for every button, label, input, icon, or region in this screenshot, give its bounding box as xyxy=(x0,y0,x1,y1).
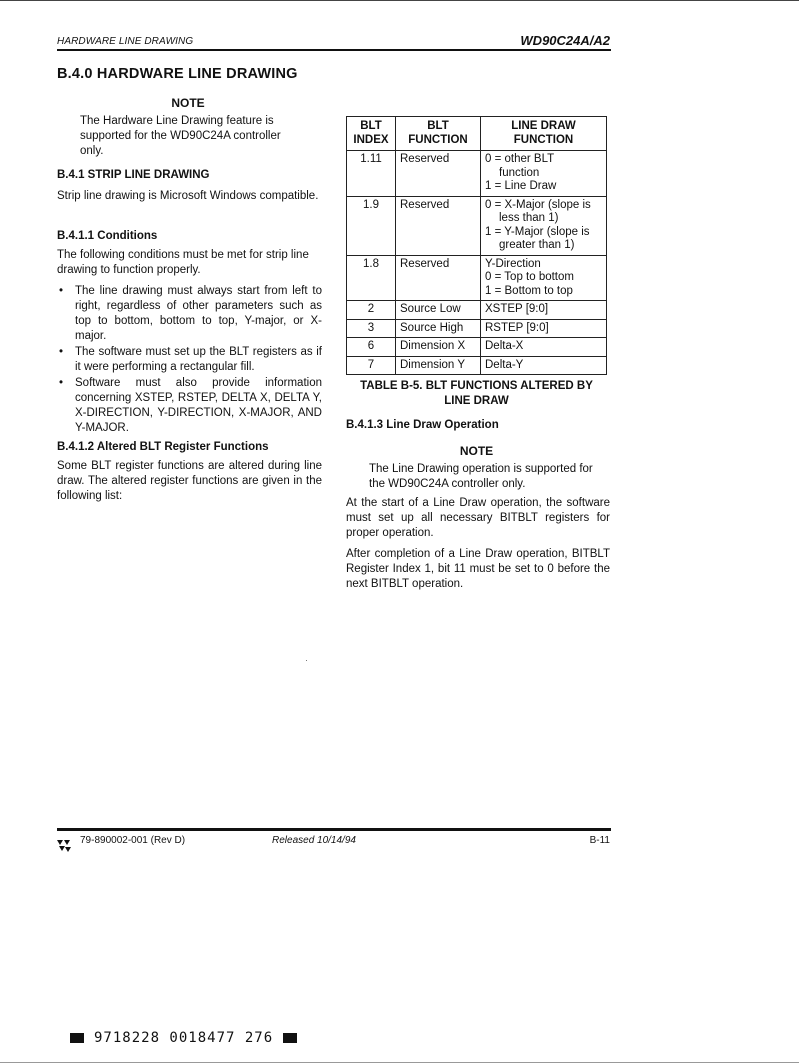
table-cell-index: 1.9 xyxy=(347,196,396,255)
page-bottom-edge xyxy=(0,1062,799,1063)
scan-code-line xyxy=(70,1030,297,1046)
cell-line: 0 = other BLT xyxy=(485,153,555,165)
running-header-part-number: WD90C24A/A2 xyxy=(520,33,610,48)
table-caption: TABLE B-5. BLT FUNCTIONS ALTERED BY LINE DRAW xyxy=(360,380,593,407)
paragraph-altered-functions: Some BLT register functions are altered during line draw. The altered register functions are given in the following list: xyxy=(57,460,322,502)
list-item: • The software must set up the BLT registers as if it were performing a rectangular fill. xyxy=(57,345,322,375)
table-cell-function: Dimension Y xyxy=(396,356,481,375)
note-text: The Hardware Line Drawing feature is supported for the WD90C24A controller only. xyxy=(80,115,281,157)
table-cell-index: 3 xyxy=(347,319,396,338)
note-text: The Line Drawing operation is supported for the WD90C24A controller only. xyxy=(369,463,593,490)
cell-line: greater than 1) xyxy=(499,239,575,251)
paragraph-line-draw-start: At the start of a Line Draw operation, the software must set up all necessary BITBLT registers for proper operation. xyxy=(346,497,610,539)
table-header-index: BLT INDEX xyxy=(347,117,396,151)
cell-line: function xyxy=(499,166,540,179)
black-square-icon xyxy=(70,1033,84,1043)
table-cell-function: Reserved xyxy=(396,151,481,197)
note-title: NOTE xyxy=(459,444,494,458)
black-square-icon xyxy=(283,1033,297,1043)
table-cell-line-draw xyxy=(481,151,607,197)
footer-page-number: B-11 xyxy=(589,835,610,846)
page-top-edge xyxy=(0,0,799,1)
cell-line: Y-Direction xyxy=(485,257,541,270)
table-cell-function: Dimension X xyxy=(396,338,481,357)
table-row xyxy=(347,151,607,197)
cell-line: less than 1) xyxy=(499,212,559,224)
cell-line: 0 = Top to bottom xyxy=(485,271,574,283)
table-cell-function: Reserved xyxy=(396,255,481,301)
table-cell-function: Reserved xyxy=(396,196,481,255)
table-cell-line-draw xyxy=(481,255,607,301)
section-heading-b40: B.4.0 HARDWARE LINE DRAWING xyxy=(57,66,298,82)
speck xyxy=(306,660,307,661)
cell-line: 1 = Line Draw xyxy=(485,180,557,192)
list-item: • Software must also provide information concerning XSTEP, RSTEP, DELTA X, DELTA Y, X-DIRECTION, Y-DIRECTION, X-MAJOR, AND Y-MAJOR. xyxy=(57,376,322,436)
table-row xyxy=(347,255,607,301)
cell-line: 1 = Y-Major (slope is xyxy=(485,225,590,238)
paragraph-line-draw-completion: After completion of a Line Draw operation, BITBLT Register Index 1, bit 11 must be set to 0 before the next BITBLT operation. xyxy=(346,548,610,590)
table-cell-line-draw: Delta-X xyxy=(481,338,607,357)
wd-logo-icon xyxy=(57,837,71,853)
footer-document-number: 79-890002-001 (Rev D) xyxy=(80,835,186,846)
conditions-list xyxy=(57,284,322,436)
header-rule xyxy=(57,49,611,51)
table-cell-line-draw xyxy=(481,196,607,255)
table-cell-line-draw: XSTEP [9:0] xyxy=(481,301,607,320)
table-cell-index: 2 xyxy=(347,301,396,320)
table-cell-line-draw: RSTEP [9:0] xyxy=(481,319,607,338)
table-cell-index: 6 xyxy=(347,338,396,357)
section-heading-b413: B.4.1.3 Line Draw Operation xyxy=(346,419,499,431)
cell-line: 0 = X-Major (slope is xyxy=(485,198,591,211)
section-heading-b411: B.4.1.1 Conditions xyxy=(57,230,158,242)
table-row xyxy=(347,338,607,357)
table-cell-line-draw: Delta-Y xyxy=(481,356,607,375)
table-cell-index: 1.11 xyxy=(347,151,396,197)
table-row xyxy=(347,356,607,375)
table-header-function: BLT FUNCTION xyxy=(396,117,481,151)
running-header-title: HARDWARE LINE DRAWING xyxy=(57,36,194,47)
paragraph-conditions: The following conditions must be met for strip line drawing to function properly. xyxy=(57,249,309,276)
list-item: • The line drawing must always start from left to right, regardless of other parameters such as top to bottom, bottom to top, Y-major, or X-major. xyxy=(57,284,322,344)
table-cell-function: Source Low xyxy=(396,301,481,320)
table-cell-index: 1.8 xyxy=(347,255,396,301)
footer-release-date: Released 10/14/94 xyxy=(272,835,356,846)
scan-code-text: 9718228 0018477 276 xyxy=(94,1030,274,1046)
footer-rule xyxy=(57,828,611,831)
section-heading-b41: B.4.1 STRIP LINE DRAWING xyxy=(57,169,210,181)
note-title: NOTE xyxy=(171,96,205,110)
table-row xyxy=(347,319,607,338)
table-cell-index: 7 xyxy=(347,356,396,375)
cell-line: 1 = Bottom to top xyxy=(485,284,573,297)
paragraph-strip-line: Strip line drawing is Microsoft Windows compatible. xyxy=(57,190,319,202)
table-row xyxy=(347,196,607,255)
blt-functions-table xyxy=(346,116,607,375)
section-heading-b412: B.4.1.2 Altered BLT Register Functions xyxy=(57,441,269,453)
table-header-line-draw: LINE DRAW FUNCTION xyxy=(481,117,607,151)
table-row xyxy=(347,301,607,320)
table-cell-function: Source High xyxy=(396,319,481,338)
